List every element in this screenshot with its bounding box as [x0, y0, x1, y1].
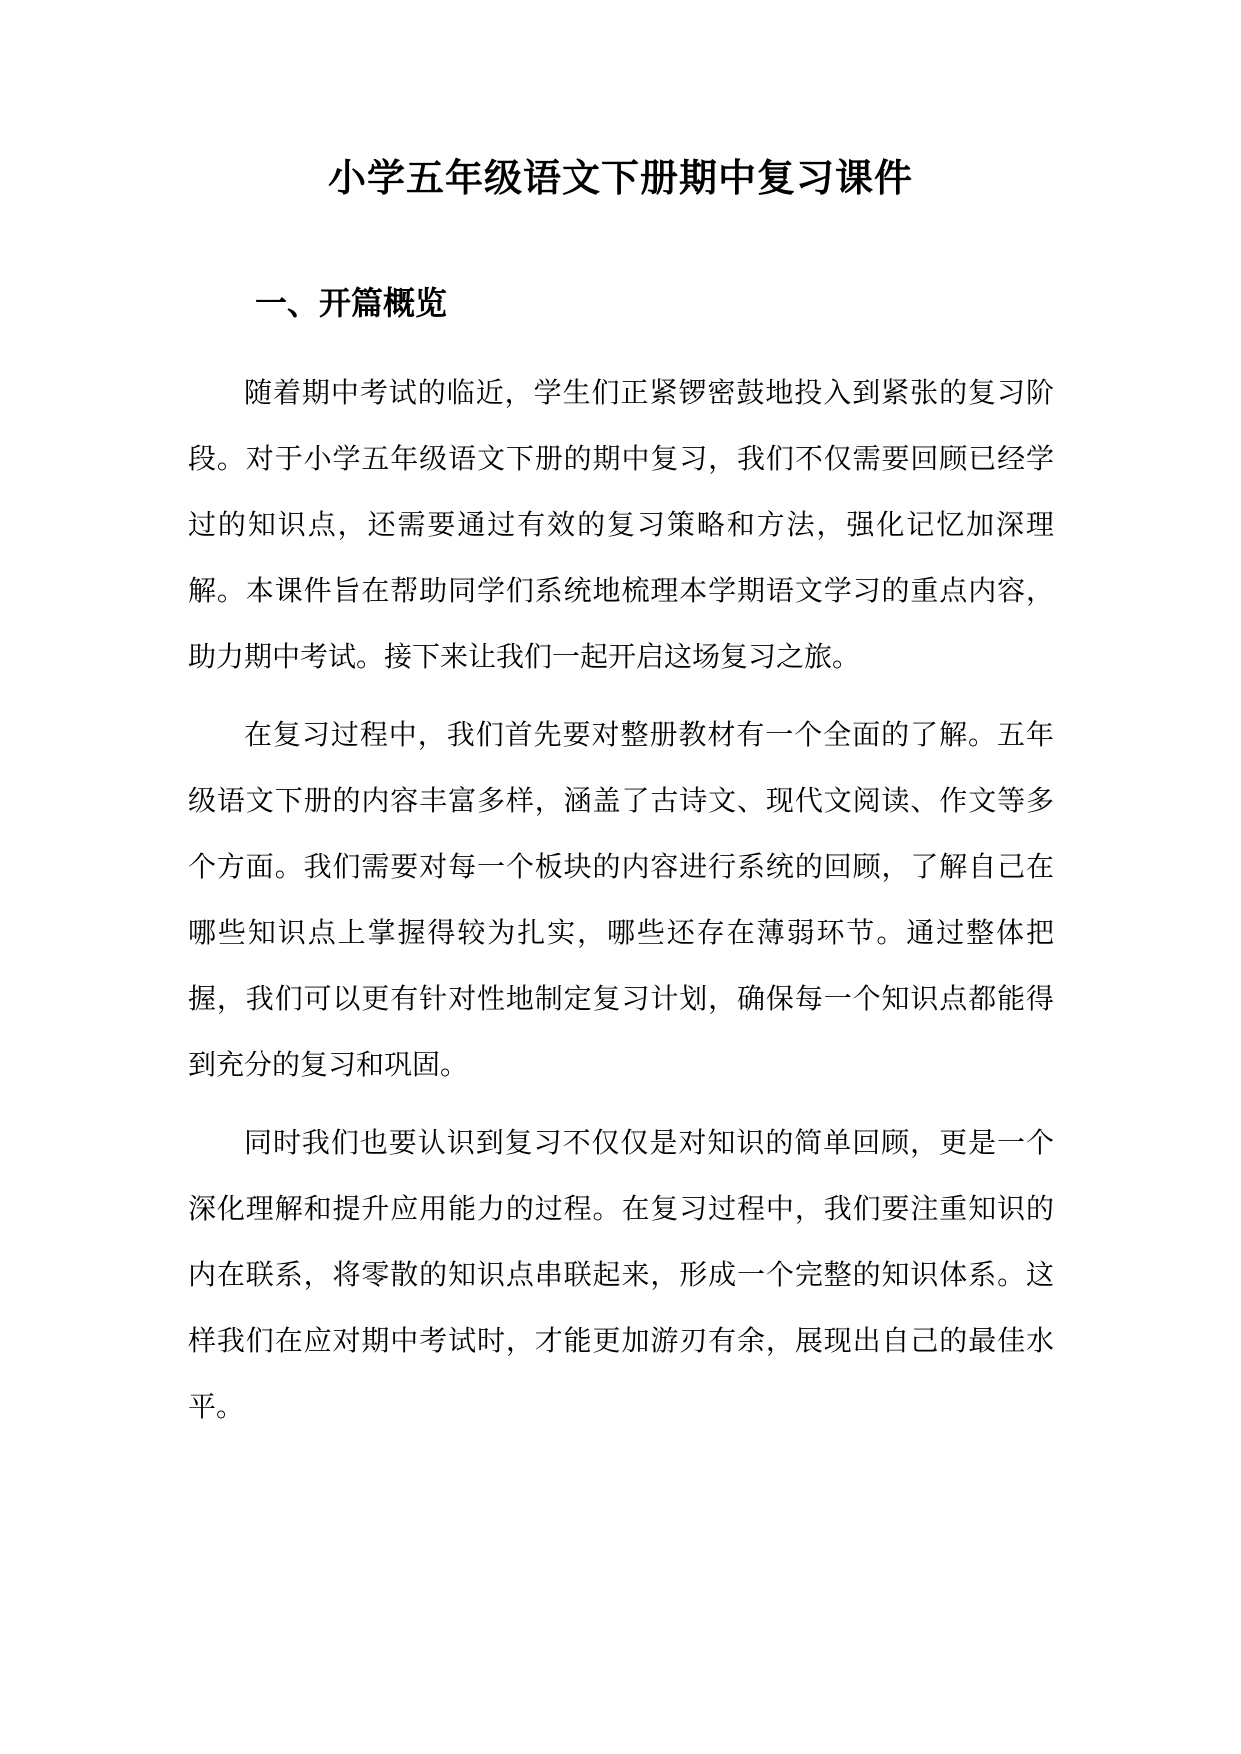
section-heading: 一、开篇概览: [255, 284, 448, 322]
document-body: [188, 360, 1054, 1452]
document-title: 小学五年级语文下册期中复习课件: [327, 155, 913, 200]
paragraph-1: 随着期中考试的临近，学生们正紧锣密鼓地投入到紧张的复习阶段。对于小学五年级语文下册的期中复习，我们不仅需要回顾已经学过的知识点，还需要通过有效的复习策略和方法，强化记忆加深理解。本课件旨在帮助同学们系统地梳理本学期语文学习的重点内容，助力期中考试。接下来让我们一起开启这场复习之旅。: [188, 376, 1054, 673]
paragraph-2: 在复习过程中，我们首先要对整册教材有一个全面的了解。五年级语文下册的内容丰富多样，涵盖了古诗文、现代文阅读、作文等多个方面。我们需要对每一个板块的内容进行系统的回顾，了解自己在哪些知识点上掌握得较为扎实，哪些还存在薄弱环节。通过整体把握，我们可以更有针对性地制定复习计划，确保每一个知识点都能得到充分的复习和巩固。: [188, 718, 1054, 1081]
paragraph-3: 同时我们也要认识到复习不仅仅是对知识的简单回顾，更是一个深化理解和提升应用能力的过程。在复习过程中，我们要注重知识的内在联系，将零散的知识点串联起来，形成一个完整的知识体系。这样我们在应对期中考试时，才能更加游刃有余，展现出自己的最佳水平。: [188, 1126, 1054, 1423]
